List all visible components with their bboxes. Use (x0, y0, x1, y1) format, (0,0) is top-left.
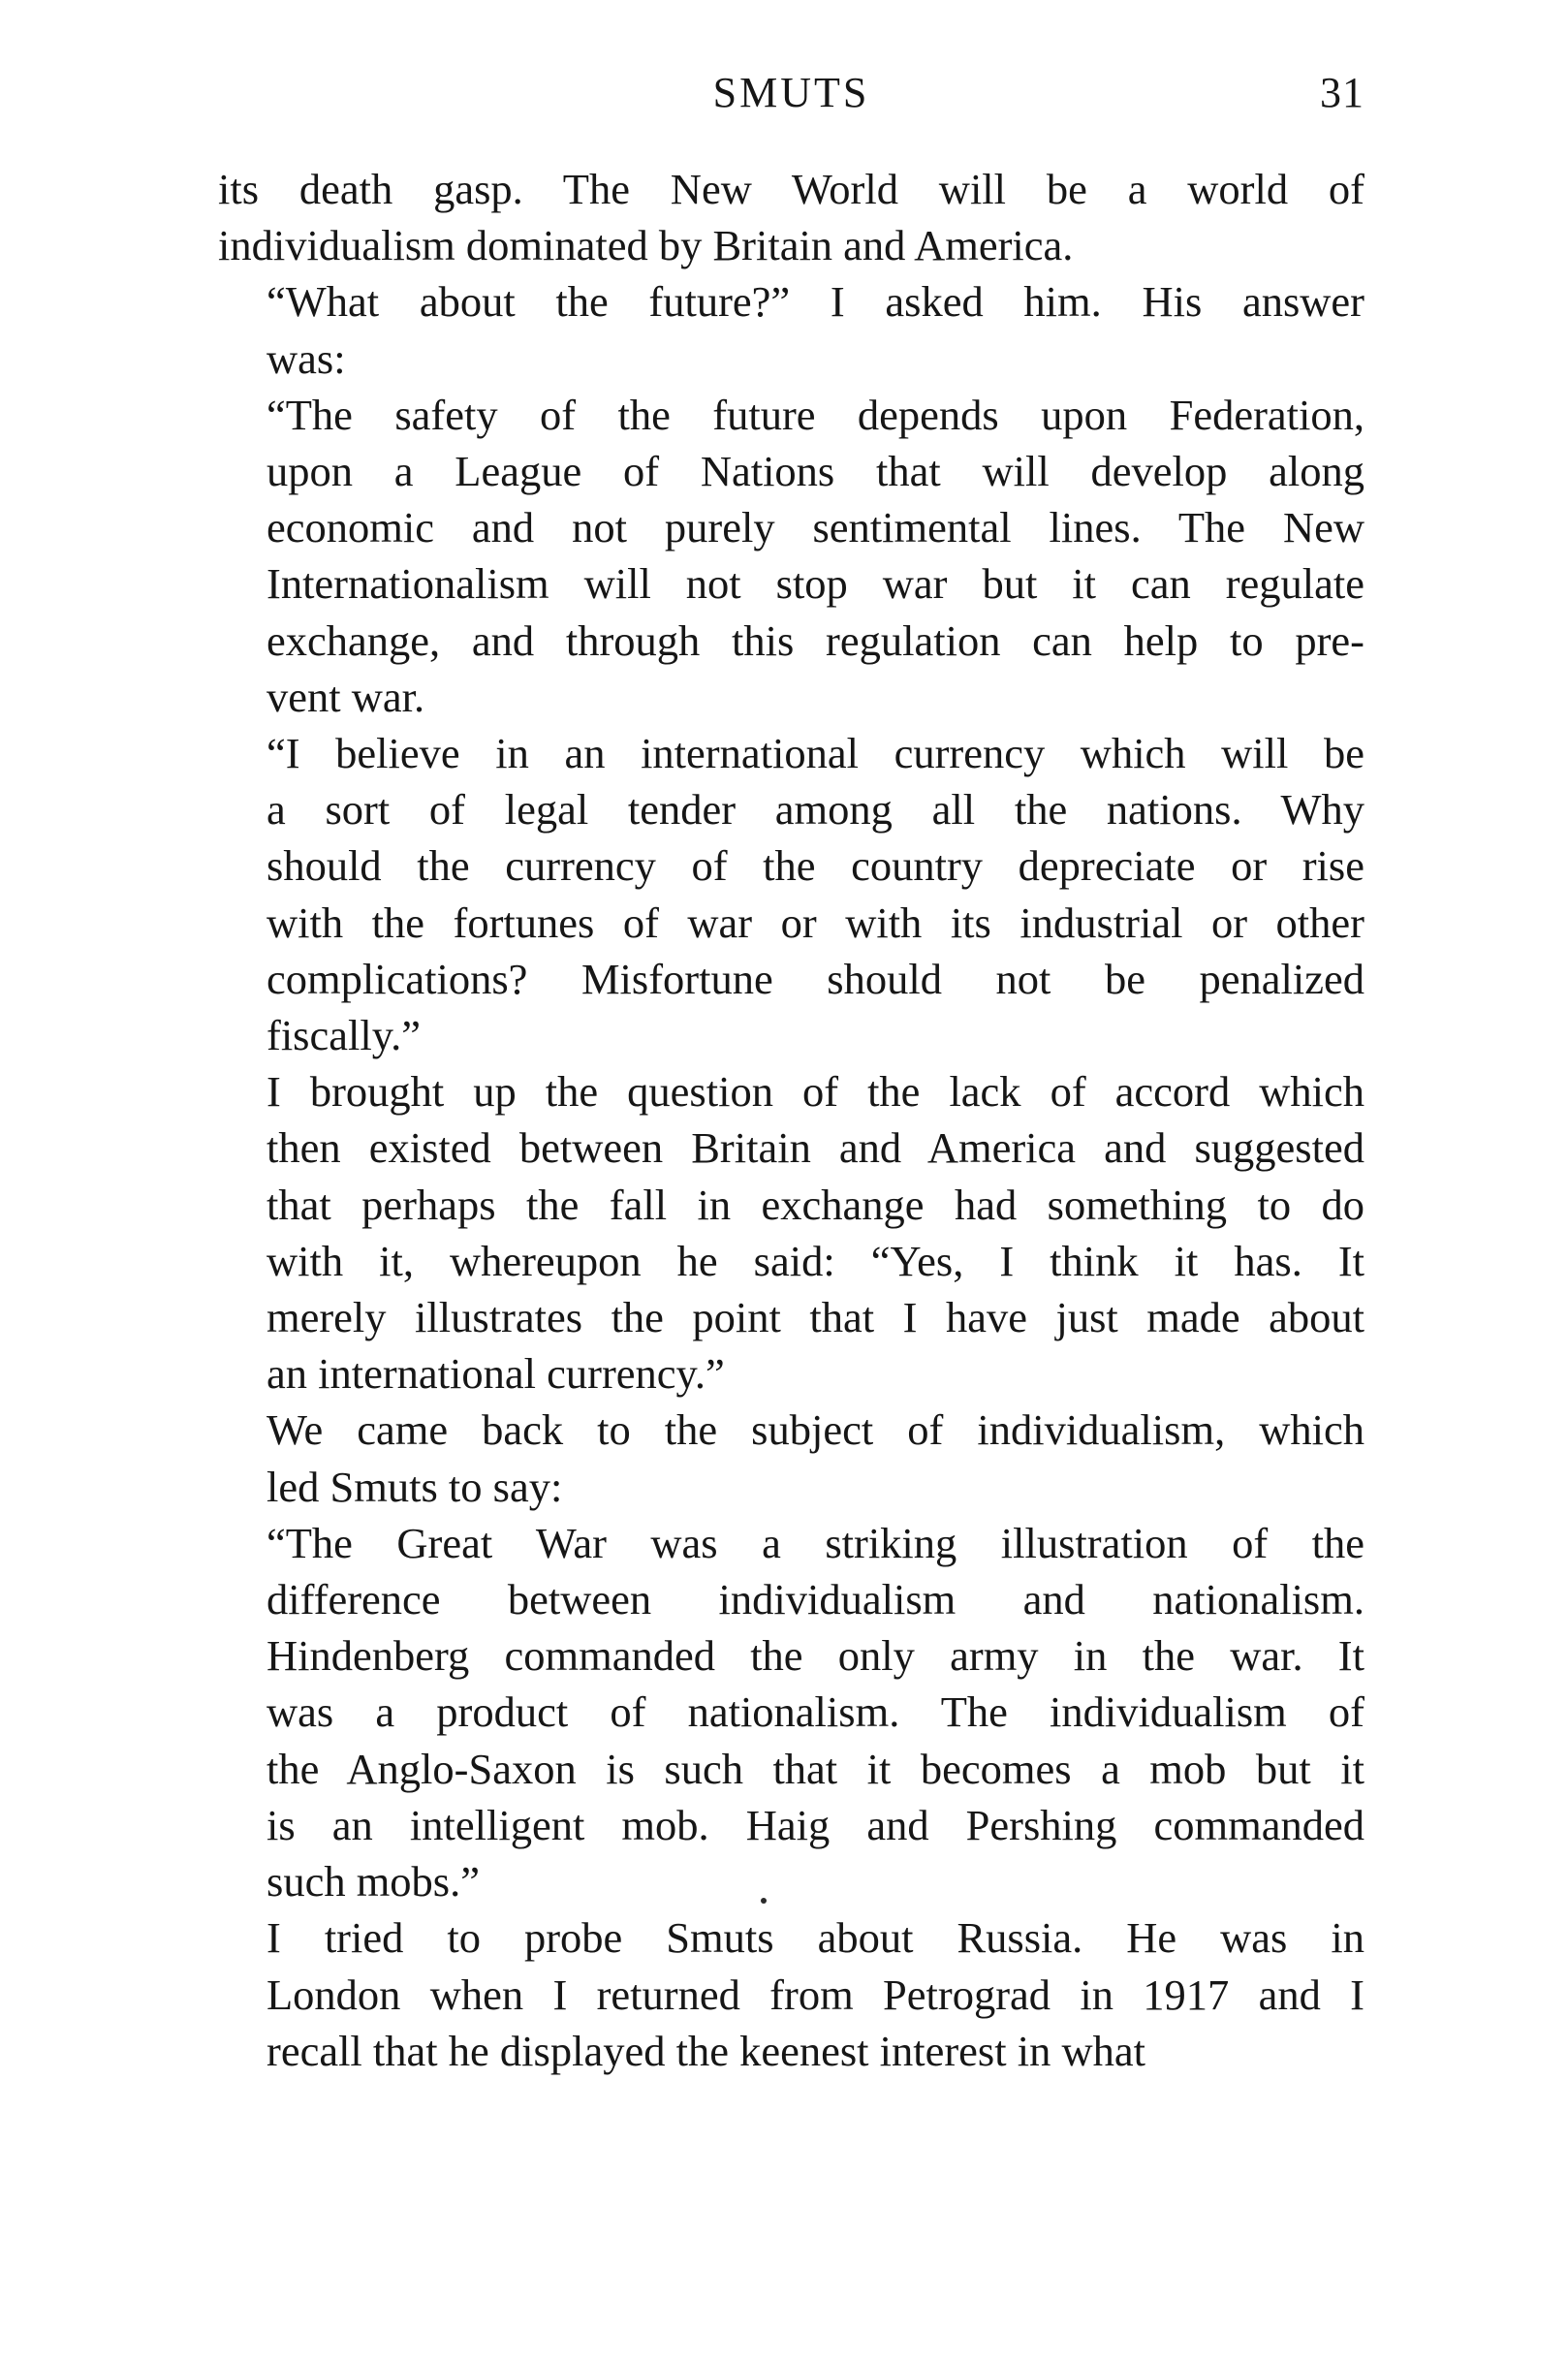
text-line: difference between individualism and nationalism. (267, 1575, 1364, 1624)
text-line: an international currency.” (267, 1349, 725, 1399)
paragraph (218, 161, 1364, 273)
text-line: led Smuts to say: (267, 1462, 563, 1511)
text-line: a sort of legal tender among all the nations. Why (267, 785, 1364, 835)
text-line: “I believe in an international currency which will be (267, 729, 1364, 778)
body-text (218, 161, 1364, 2079)
paragraph (218, 1515, 1364, 1909)
text-line: Hindenberg commanded the only army in the war. It (267, 1631, 1364, 1681)
paragraph (218, 387, 1364, 725)
text-line: Internationalism will not stop war but it can regulate (267, 559, 1364, 609)
text-line: merely illustrates the point that I have just made about (267, 1293, 1364, 1342)
paragraph (218, 725, 1364, 1063)
paragraph (218, 1402, 1364, 1514)
text-line: “What about the future?” I asked him. His answer (267, 277, 1364, 327)
text-line: We came back to the subject of individualism, which (267, 1405, 1364, 1455)
text-line: vent war. (267, 672, 425, 721)
text-line: should the currency of the country depreciate or rise (267, 841, 1364, 891)
text-line: recall that he displayed the keenest interest in what (267, 2026, 1145, 2075)
text-line: with it, whereupon he said: “Yes, I think it has. It (267, 1236, 1364, 1285)
paragraph (218, 1909, 1364, 2079)
text-line: I tried to probe Smuts about Russia. He was in (267, 1913, 1364, 1963)
ink-speck (761, 1898, 767, 1904)
text-line: fiscally.” (267, 1011, 421, 1060)
text-line: “The safety of the future depends upon Federation, (267, 390, 1364, 439)
text-line: was: (267, 333, 346, 383)
paragraph (218, 1063, 1364, 1402)
text-line: was a product of nationalism. The individualism of (267, 1687, 1364, 1737)
text-line: London when I returned from Petrograd in 1917 and I (267, 1970, 1364, 2019)
running-title: SMUTS (712, 69, 870, 116)
text-line: with the fortunes of war or with its industrial or other (267, 898, 1364, 947)
text-line: is an intelligent mob. Haig and Pershing commanded (267, 1800, 1364, 1849)
text-line: individualism dominated by Britain and America. (218, 221, 1074, 270)
paragraph (218, 273, 1364, 386)
text-line: upon a League of Nations that will develop along (267, 447, 1364, 496)
text-line: “The Great War was a striking illustration of the (267, 1518, 1364, 1567)
text-line: that perhaps the fall in exchange had something to do (267, 1180, 1364, 1229)
running-head (218, 68, 1364, 136)
text-line: complications? Misfortune should not be penalized (267, 954, 1364, 1003)
text-line: the Anglo-Saxon is such that it becomes a mob but it (267, 1744, 1364, 1793)
text-line: I brought up the question of the lack of accord which (267, 1067, 1364, 1117)
text-line: then existed between Britain and America and suggested (267, 1123, 1364, 1173)
text-line: exchange, and through this regulation can help to pre- (267, 615, 1364, 665)
text-line: its death gasp. The New World will be a world of (218, 165, 1364, 213)
page-number: 31 (1320, 69, 1364, 116)
text-line: such mobs.” (267, 1857, 481, 1907)
text-line: economic and not purely sentimental lines. The New (267, 503, 1364, 552)
